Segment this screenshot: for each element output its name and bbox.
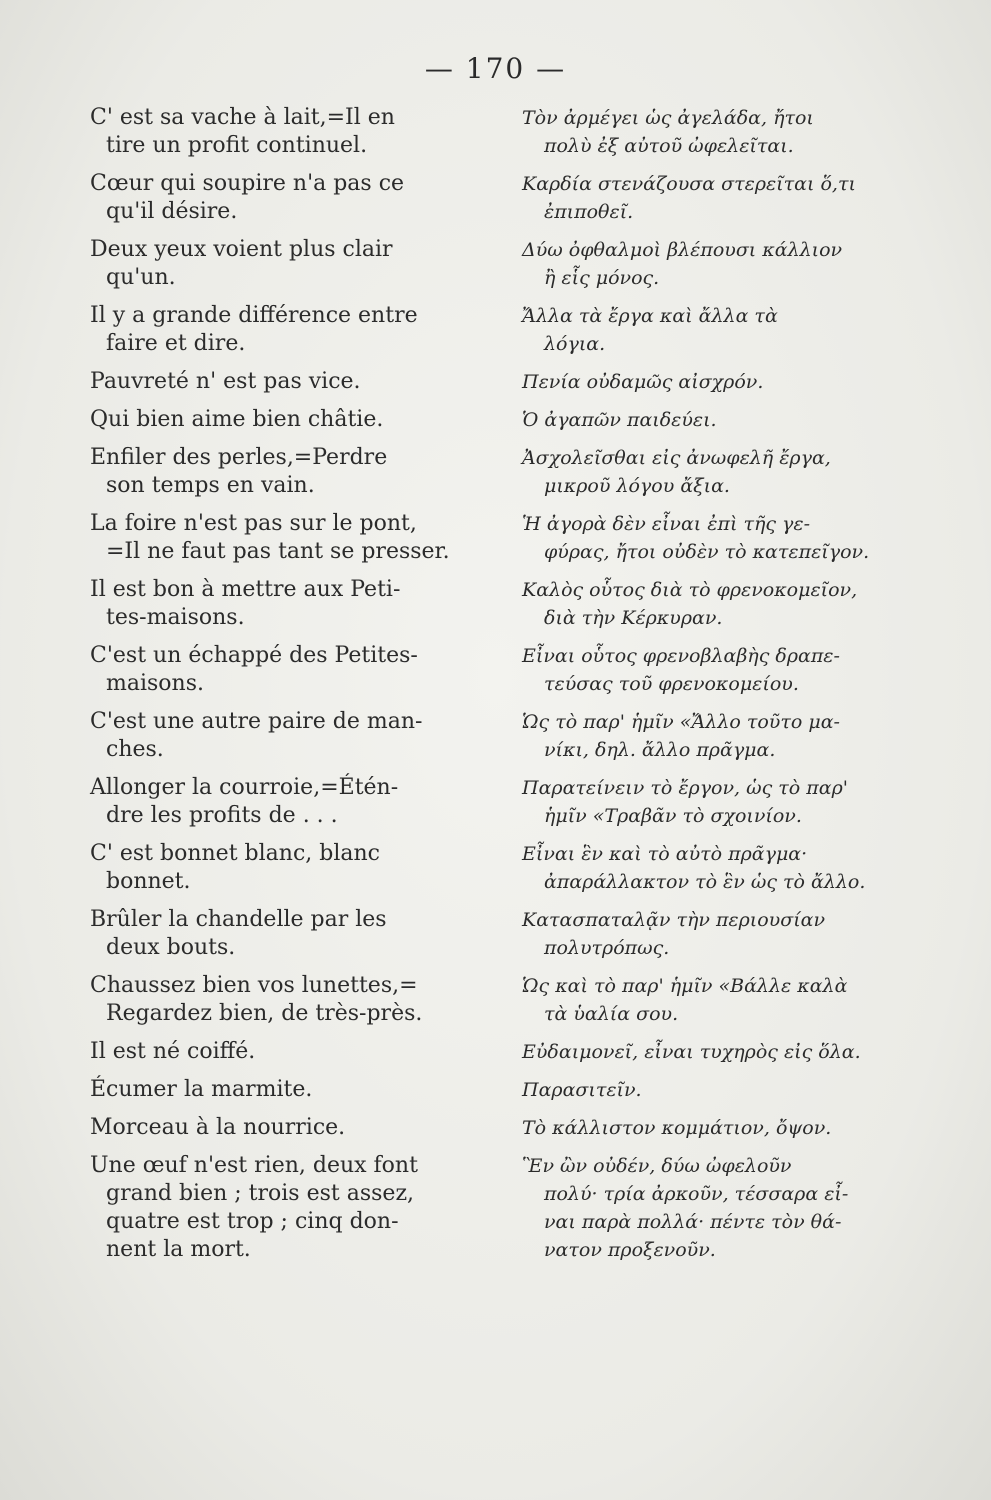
french-proverb	[90, 1114, 500, 1142]
french-proverb	[90, 510, 500, 566]
french-line: Allonger la courroie,=Étén-	[90, 775, 399, 800]
french-line: dre les profits de . . .	[106, 803, 338, 828]
greek-line: ἢ εἷς μόνος.	[544, 267, 660, 289]
french-proverb	[90, 406, 500, 434]
proverb-entry	[90, 1152, 930, 1264]
greek-translation	[522, 906, 930, 962]
greek-line: ἐπιποθεῖ.	[544, 201, 634, 223]
french-line: quatre est trop ; cinq don-	[106, 1209, 399, 1234]
greek-translation	[522, 642, 930, 698]
greek-translation	[522, 1114, 930, 1142]
french-proverb	[90, 840, 500, 896]
proverb-entry	[90, 510, 930, 566]
greek-translation	[522, 1038, 930, 1066]
greek-translation	[522, 510, 930, 566]
greek-translation	[522, 972, 930, 1028]
french-line: C'est une autre paire de man-	[90, 709, 423, 734]
proverb-entry	[90, 906, 930, 962]
proverb-entry	[90, 576, 930, 632]
french-line: Écumer la marmite.	[90, 1077, 313, 1102]
french-proverb	[90, 708, 500, 764]
french-proverb	[90, 170, 500, 226]
greek-line: Τὸ κάλλιστον κομμάτιον, ὄψον.	[522, 1117, 832, 1139]
french-proverb	[90, 444, 500, 500]
french-proverb	[90, 576, 500, 632]
french-line: Cœur qui soupire n'a pas ce	[90, 171, 405, 196]
proverb-entry	[90, 774, 930, 830]
greek-line: μικροῦ λόγου ἄξια.	[544, 475, 730, 497]
greek-line: Εὐδαιμονεῖ, εἶναι τυχηρὸς εἰς ὅλα.	[522, 1041, 861, 1063]
greek-line: Ἡ ἀγορὰ δὲν εἶναι ἐπὶ τῆς γε-	[522, 513, 811, 535]
greek-line: ἀπαράλλακτον τὸ ἓν ὡς τὸ ἄλλο.	[544, 871, 866, 893]
proverb-entry	[90, 406, 930, 434]
greek-line: πολὺ ἐξ αὐτοῦ ὠφελεῖται.	[544, 135, 794, 157]
french-line: Qui bien aime bien châtie.	[90, 407, 384, 432]
greek-line: Παρατείνειν τὸ ἔργον, ὡς τὸ παρ'	[522, 777, 848, 799]
greek-line: Κατασπαταλᾷν τὴν περιουσίαν	[522, 909, 826, 931]
french-line: =Il ne faut pas tant se presser.	[106, 539, 450, 564]
french-proverb	[90, 104, 500, 160]
french-proverb	[90, 302, 500, 358]
greek-line: Καλὸς οὗτος διὰ τὸ φρενοκομεῖον,	[522, 579, 858, 601]
french-proverb	[90, 368, 500, 396]
greek-line: Ὡς καὶ τὸ παρ' ἡμῖν «Βάλλε καλὰ	[522, 975, 848, 997]
french-line: Une œuf n'est rien, deux font	[90, 1153, 418, 1178]
greek-line: νατον προξενοῦν.	[544, 1239, 716, 1261]
french-line: Regardez bien, de très-près.	[106, 1001, 423, 1026]
french-line: ches.	[106, 737, 164, 762]
greek-translation	[522, 368, 930, 396]
greek-line: Ὡς τὸ παρ' ἡμῖν «Ἄλλο τοῦτο μα-	[522, 711, 840, 733]
proverb-entry	[90, 1076, 930, 1104]
proverb-entry	[90, 1038, 930, 1066]
greek-translation	[522, 1076, 930, 1104]
french-line: Il y a grande différence entre	[90, 303, 418, 328]
greek-translation	[522, 236, 930, 292]
french-line: Il est bon à mettre aux Peti-	[90, 577, 401, 602]
proverb-entry	[90, 170, 930, 226]
french-line: Il est né coiffé.	[90, 1039, 256, 1064]
greek-line: Πενία οὐδαμῶς αἰσχρόν.	[522, 371, 764, 393]
french-line: faire et dire.	[106, 331, 246, 356]
french-proverb	[90, 1038, 500, 1066]
french-line: Chaussez bien vos lunettes,=	[90, 973, 418, 998]
french-line: deux bouts.	[106, 935, 236, 960]
french-line: tes-maisons.	[106, 605, 245, 630]
greek-translation	[522, 444, 930, 500]
french-proverb	[90, 236, 500, 292]
french-line: Enfiler des perles,=Perdre	[90, 445, 388, 470]
french-line: Morceau à la nourrice.	[90, 1115, 346, 1140]
french-line: C' est bonnet blanc, blanc	[90, 841, 380, 866]
greek-line: Εἶναι ἓν καὶ τὸ αὐτὸ πρᾶγμα·	[522, 843, 808, 865]
greek-translation	[522, 1152, 930, 1264]
proverb-entry	[90, 642, 930, 698]
greek-line: Ἄλλα τὰ ἔργα καὶ ἄλλα τὰ	[522, 305, 778, 327]
proverb-entry	[90, 708, 930, 764]
greek-translation	[522, 774, 930, 830]
french-line: C' est sa vache à lait,=Il en	[90, 105, 395, 130]
greek-line: ναι παρὰ πολλά· πέντε τὸν θά-	[544, 1211, 842, 1233]
greek-translation	[522, 406, 930, 434]
greek-line: πολυτρόπως.	[544, 937, 670, 959]
greek-line: Δύω ὀφθαλμοὶ βλέπουσι κάλλιον	[522, 239, 843, 261]
greek-line: πολύ· τρία ἀρκοῦν, τέσσαρα εἶ-	[544, 1183, 849, 1205]
greek-translation	[522, 302, 930, 358]
greek-line: Ἀσχολεῖσθαι εἰς ἀνωφελῆ ἔργα,	[522, 447, 831, 469]
greek-line: φύρας, ἤτοι οὐδὲν τὸ κατεπεῖγον.	[544, 541, 870, 563]
proverb-list	[90, 104, 930, 1274]
proverb-entry	[90, 302, 930, 358]
french-line: nent la mort.	[106, 1237, 251, 1262]
french-line: Pauvreté n' est pas vice.	[90, 369, 361, 394]
greek-line: Ὁ ἀγαπῶν παιδεύει.	[522, 409, 717, 431]
greek-line: τεύσας τοῦ φρενοκομείου.	[544, 673, 799, 695]
french-line: maisons.	[106, 671, 205, 696]
proverb-entry	[90, 236, 930, 292]
proverb-entry	[90, 1114, 930, 1142]
french-line: son temps en vain.	[106, 473, 315, 498]
french-line: qu'il désire.	[106, 199, 238, 224]
proverb-entry	[90, 444, 930, 500]
french-line: C'est un échappé des Petites-	[90, 643, 418, 668]
french-proverb	[90, 642, 500, 698]
greek-line: νίκι, δηλ. ἄλλο πρᾶγμα.	[544, 739, 776, 761]
proverb-entry	[90, 104, 930, 160]
greek-line: διὰ τὴν Κέρκυραν.	[544, 607, 723, 629]
greek-line: Εἶναι οὗτος φρενοβλαβὴς δραπε-	[522, 645, 840, 667]
greek-line: Καρδία στενάζουσα στερεῖται ὅ,τι	[522, 173, 856, 195]
proverb-entry	[90, 368, 930, 396]
greek-translation	[522, 576, 930, 632]
french-line: Brûler la chandelle par les	[90, 907, 387, 932]
french-line: grand bien ; trois est assez,	[106, 1181, 415, 1206]
greek-translation	[522, 170, 930, 226]
greek-translation	[522, 840, 930, 896]
greek-line: τὰ ὑαλία σου.	[544, 1003, 679, 1025]
greek-line: ἡμῖν «Τραβᾶν τὸ σχοινίον.	[544, 805, 802, 827]
greek-translation	[522, 104, 930, 160]
proverb-entry	[90, 972, 930, 1028]
french-proverb	[90, 1152, 500, 1264]
greek-line: Ἓν ὢν οὐδέν, δύω ὠφελοῦν	[522, 1155, 792, 1177]
greek-line: Τὸν ἀρμέγει ὡς ἀγελάδα, ἤτοι	[522, 107, 814, 129]
french-line: tire un profit continuel.	[106, 133, 368, 158]
french-proverb	[90, 1076, 500, 1104]
page-number: — 170 —	[424, 52, 567, 85]
french-proverb	[90, 906, 500, 962]
greek-translation	[522, 708, 930, 764]
french-line: Deux yeux voient plus clair	[90, 237, 393, 262]
french-line: La foire n'est pas sur le pont,	[90, 511, 417, 536]
greek-line: λόγια.	[544, 333, 606, 355]
greek-line: Παρασιτεῖν.	[522, 1079, 642, 1101]
french-proverb	[90, 774, 500, 830]
french-line: bonnet.	[106, 869, 191, 894]
french-line: qu'un.	[106, 265, 176, 290]
french-proverb	[90, 972, 500, 1028]
proverb-entry	[90, 840, 930, 896]
